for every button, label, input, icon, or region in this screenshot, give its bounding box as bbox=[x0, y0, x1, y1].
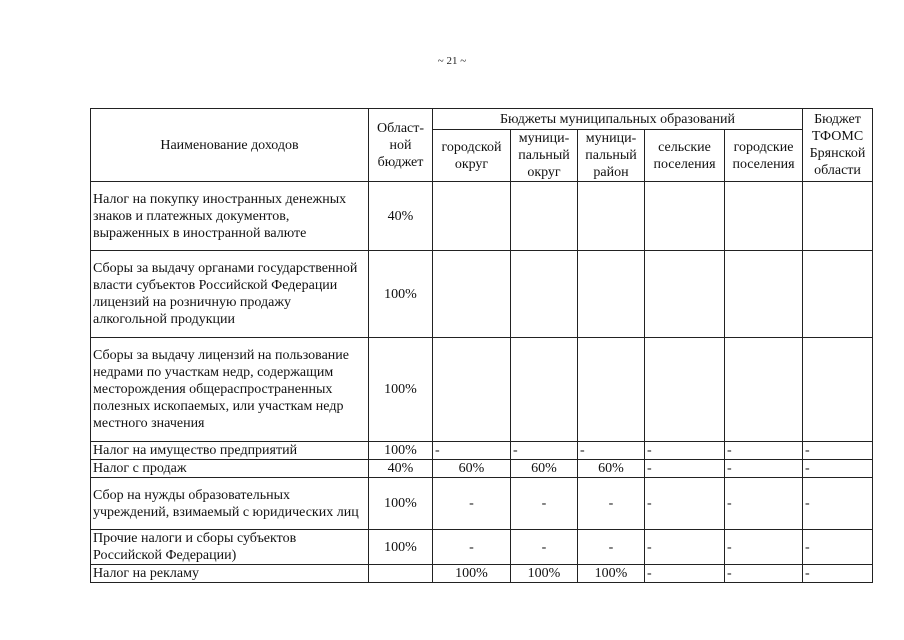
row-rural: - bbox=[645, 460, 725, 478]
row-tfoms: - bbox=[803, 442, 873, 460]
row-regional: 100% bbox=[369, 338, 433, 442]
row-tfoms: - bbox=[803, 530, 873, 565]
revenue-distribution-table bbox=[90, 108, 873, 583]
header-municipal-rayon: муници-пальный район bbox=[578, 130, 645, 182]
row-urban bbox=[725, 338, 803, 442]
row-name: Налог на имущество предприятий bbox=[91, 442, 369, 460]
row-city: - bbox=[433, 478, 511, 530]
row-rayon bbox=[578, 338, 645, 442]
header-municipal-okrug: муници-пальный округ bbox=[511, 130, 578, 182]
row-rural: - bbox=[645, 442, 725, 460]
header-rural-settlements: сельские поселения bbox=[645, 130, 725, 182]
row-city: - bbox=[433, 442, 511, 460]
row-urban: - bbox=[725, 530, 803, 565]
row-tfoms: - bbox=[803, 478, 873, 530]
header-revenue-name: Наименование доходов bbox=[91, 109, 369, 182]
row-regional: 100% bbox=[369, 251, 433, 338]
table-row bbox=[91, 530, 873, 565]
row-tfoms bbox=[803, 338, 873, 442]
row-urban bbox=[725, 251, 803, 338]
row-okrug: 100% bbox=[511, 565, 578, 583]
row-regional: 40% bbox=[369, 182, 433, 251]
table-row bbox=[91, 338, 873, 442]
row-okrug bbox=[511, 182, 578, 251]
row-city: 60% bbox=[433, 460, 511, 478]
table-row bbox=[91, 251, 873, 338]
row-city bbox=[433, 251, 511, 338]
row-urban bbox=[725, 182, 803, 251]
row-name: Сборы за выдачу органами государственной власти субъектов Российской Федерации лицензий на розничную продажу алкогольной продукции bbox=[91, 251, 369, 338]
row-okrug: - bbox=[511, 442, 578, 460]
row-name: Налог на рекламу bbox=[91, 565, 369, 583]
row-rayon: - bbox=[578, 478, 645, 530]
table-row bbox=[91, 460, 873, 478]
row-rural bbox=[645, 251, 725, 338]
row-rural: - bbox=[645, 565, 725, 583]
header-municipal-budgets: Бюджеты муниципальных образований bbox=[433, 109, 803, 130]
row-rayon: - bbox=[578, 530, 645, 565]
table-row bbox=[91, 478, 873, 530]
row-rural: - bbox=[645, 478, 725, 530]
row-name: Налог на покупку иностранных денежных знаков и платежных документов, выраженных в иностранной валюте bbox=[91, 182, 369, 251]
row-tfoms bbox=[803, 182, 873, 251]
row-regional: 100% bbox=[369, 478, 433, 530]
row-rayon: - bbox=[578, 442, 645, 460]
row-city: 100% bbox=[433, 565, 511, 583]
row-rural bbox=[645, 182, 725, 251]
page-number: ~ 21 ~ bbox=[437, 55, 467, 67]
header-tfoms-budget: Бюджет ТФОМС Брянской области bbox=[803, 109, 873, 182]
header-urban-settlements: городские поселения bbox=[725, 130, 803, 182]
row-rayon bbox=[578, 251, 645, 338]
row-tfoms: - bbox=[803, 565, 873, 583]
row-okrug bbox=[511, 251, 578, 338]
row-rayon: 100% bbox=[578, 565, 645, 583]
row-okrug: - bbox=[511, 478, 578, 530]
row-urban: - bbox=[725, 460, 803, 478]
row-rural bbox=[645, 338, 725, 442]
row-city bbox=[433, 338, 511, 442]
row-regional bbox=[369, 565, 433, 583]
row-name: Прочие налоги и сборы субъектов Российской Федерации) bbox=[91, 530, 369, 565]
header-city-district: городской округ bbox=[433, 130, 511, 182]
row-rural: - bbox=[645, 530, 725, 565]
table-row bbox=[91, 442, 873, 460]
row-rayon bbox=[578, 182, 645, 251]
table-row bbox=[91, 182, 873, 251]
row-name: Сбор на нужды образовательных учреждений, взимаемый с юридических лиц bbox=[91, 478, 369, 530]
row-okrug: - bbox=[511, 530, 578, 565]
row-okrug: 60% bbox=[511, 460, 578, 478]
row-regional: 100% bbox=[369, 530, 433, 565]
row-tfoms: - bbox=[803, 460, 873, 478]
row-regional: 40% bbox=[369, 460, 433, 478]
row-urban: - bbox=[725, 565, 803, 583]
table-row bbox=[91, 565, 873, 583]
row-urban: - bbox=[725, 478, 803, 530]
row-okrug bbox=[511, 338, 578, 442]
header-regional-budget: Област-ной бюджет bbox=[369, 109, 433, 182]
row-rayon: 60% bbox=[578, 460, 645, 478]
row-name: Налог с продаж bbox=[91, 460, 369, 478]
row-name: Сборы за выдачу лицензий на пользование недрами по участкам недр, содержащим месторождения общераспространенных полезных ископаемых, или участкам недр местного значения bbox=[91, 338, 369, 442]
row-tfoms bbox=[803, 251, 873, 338]
row-regional: 100% bbox=[369, 442, 433, 460]
row-city: - bbox=[433, 530, 511, 565]
row-urban: - bbox=[725, 442, 803, 460]
row-city bbox=[433, 182, 511, 251]
